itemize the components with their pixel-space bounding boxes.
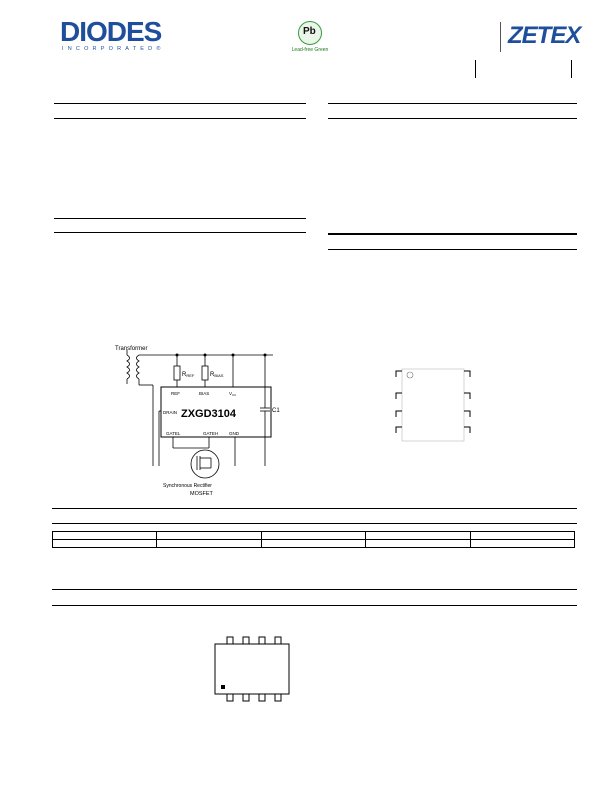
table-cell — [366, 532, 470, 540]
zetex-logo-word: ZETEX — [508, 22, 581, 49]
pin-lead-icon — [243, 637, 249, 644]
pin-bias-label: BIAS — [199, 391, 210, 396]
pin-lead-icon — [396, 427, 402, 433]
pin-lead-icon — [227, 637, 233, 644]
table-cell — [157, 532, 261, 540]
lead-free-symbol: Pb — [303, 26, 316, 37]
pin-lead-icon — [396, 411, 402, 417]
pin-lead-icon — [275, 637, 281, 644]
mosfet-caption-1: Synchronous Rectifier — [163, 483, 212, 489]
ordering-table — [52, 531, 575, 548]
table-cell — [53, 532, 157, 540]
lead-free-badge — [280, 21, 340, 57]
table-row — [53, 532, 575, 540]
section-rule-ordering-top — [52, 508, 577, 509]
typical-application-circuit — [105, 340, 285, 500]
pin-lead-icon — [464, 393, 470, 399]
pin-lead-icon — [243, 694, 249, 701]
transformer-primary-icon — [127, 355, 130, 379]
chip-label: ZXGD3104 — [181, 408, 237, 420]
table-cell — [157, 540, 261, 548]
pin-gateh-label: GATEH — [203, 431, 219, 436]
pinout-diagram — [390, 365, 475, 445]
pin-lead-icon — [464, 427, 470, 433]
table-cell — [261, 532, 365, 540]
pin-gnd-label: GND — [229, 431, 239, 436]
section-rule-marking-bottom — [52, 605, 577, 606]
zetex-divider — [500, 22, 501, 52]
marking-pin1-dot-icon — [221, 685, 225, 689]
pin-lead-icon — [259, 694, 265, 701]
header-box-right-tick — [571, 60, 572, 78]
section-rule-ordering-bottom — [52, 523, 577, 524]
diodes-logo-word: DIODES — [60, 16, 162, 47]
marking-diagram — [210, 628, 300, 708]
section-rule-description-top — [54, 103, 306, 104]
pin-gatel-label: GATEL — [166, 431, 181, 436]
section-rule-pinout-top — [328, 233, 577, 235]
table-cell — [53, 540, 157, 548]
table-cell — [470, 540, 574, 548]
pin-lead-icon — [464, 411, 470, 417]
zetex-logo — [500, 22, 580, 52]
pin-lead-icon — [259, 637, 265, 644]
section-rule-marking-top — [52, 589, 577, 590]
pin-ref-label: REF — [171, 391, 180, 396]
section-rule-features-top — [328, 103, 577, 104]
table-cell — [470, 532, 574, 540]
rbias-label: RBIAS — [210, 372, 224, 378]
section-rule-applications-top — [54, 218, 306, 219]
table-cell — [366, 540, 470, 548]
diodes-logo-sub: INCORPORATED® — [62, 46, 165, 52]
pin-lead-icon — [396, 393, 402, 399]
section-rule-description-bottom — [54, 118, 306, 119]
transformer-secondary-icon — [137, 355, 140, 379]
rref-resistor-icon — [174, 366, 180, 380]
diodes-logo — [60, 18, 180, 52]
rbias-resistor-icon — [202, 366, 208, 380]
section-rule-pinout-bottom — [328, 249, 577, 250]
cap-label: C1 — [272, 408, 280, 414]
transformer-label: Transformer — [115, 346, 148, 352]
marking-package-body — [215, 644, 289, 694]
header-box-left-tick — [475, 60, 476, 78]
pin-lead-icon — [396, 371, 402, 377]
table-row — [53, 540, 575, 548]
pin-lead-icon — [227, 694, 233, 701]
pin-lead-icon — [464, 371, 470, 377]
section-rule-applications-bottom — [54, 232, 306, 233]
section-rule-features-bottom — [328, 118, 577, 119]
lead-free-caption: Lead-free Green — [291, 47, 329, 53]
pinout-package-outline — [402, 369, 464, 441]
table-cell — [261, 540, 365, 548]
pin-drain-label: DRAIN — [163, 410, 178, 415]
pin-vcc-label: $V_{CC}$ — [229, 391, 237, 397]
mosfet-icon — [191, 450, 219, 478]
rref-label: RREF — [182, 372, 195, 378]
lead-free-icon — [298, 21, 322, 45]
pin-lead-icon — [275, 694, 281, 701]
mosfet-caption-2: MOSFET — [190, 491, 213, 497]
